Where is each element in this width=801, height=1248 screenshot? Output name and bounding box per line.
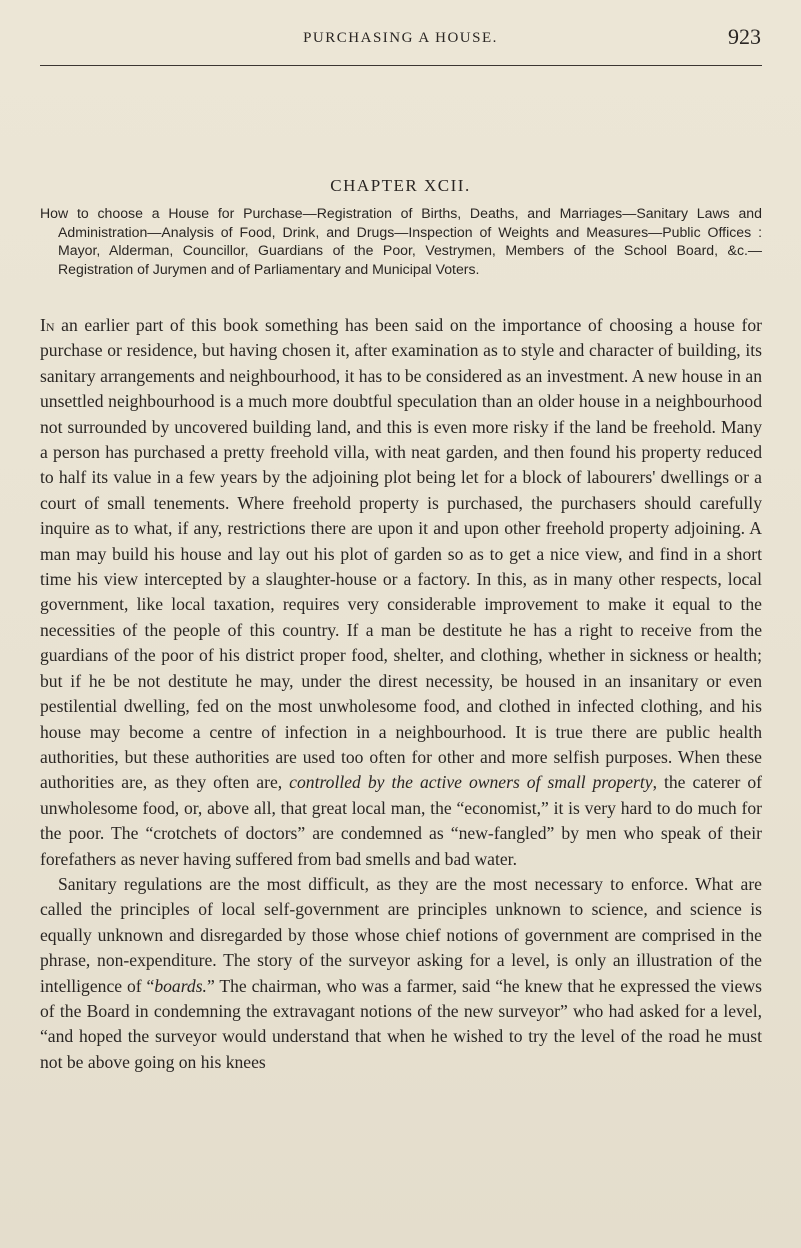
paragraph-1-italic: controlled by the active owners of small property <box>289 772 653 793</box>
paragraph-2 <box>40 872 762 1075</box>
running-title: PURCHASING A HOUSE. <box>303 30 498 46</box>
body-text <box>40 313 762 1075</box>
page-number: 923 <box>728 24 761 49</box>
paragraph-1-part2: , the caterer of unwholesome food, or, above all, that great local man, the “economist,” it is very hard to do much for the poor. The “crotchets of doctors” are condemned as “new-fangled” by men who speak of their forefathers as never having suffered from bad smells and bad water. <box>40 772 762 869</box>
synopsis-text: How to choose a House for Purchase—Registration of Births, Deaths, and Marriages—Sanitary Laws and Administration—Analysis of Food, Drink, and Drugs—Inspection of Weights and Measures—Public Offices : Mayor, Alderman, Councillor, Guardians of the Poor, Vestrymen, Members of the School Board, &c.—Registration of Jurymen and of Parliamentary and Municipal Voters. <box>40 205 762 277</box>
paragraph-1-lead: In <box>40 315 55 335</box>
paragraph-1 <box>40 313 762 872</box>
paragraph-2-italic: boards. <box>154 975 207 996</box>
header-rule <box>40 65 762 66</box>
paragraph-2-part2: ” The chairman, who was a farmer, said “he knew that he expressed the views of the Board in condemning the extravagant notions of the new surveyor” who had asked for a level, “and hoped the surveyor would understand that when he wished to try the level of the road he must not be above going on his knees <box>40 975 762 1072</box>
paragraph-1-part1: an earlier part of this book something has been said on the importance of choosing a house for purchase or residence, but having chosen it, after examination as to style and character of building, its sanitary arrangements and neighbourhood, it has to be considered as an investment. A new house in an unsettled neighbourhood is a much more doubtful speculation than an older house in a neighbourhood not surrounded by uncovered building land, and this is even more risky if the land be freehold. Many a person has purchased a pretty freehold villa, with neat garden, and then found his property reduced to half its value in a few years by the adjoining plot being let for a block of labourers' dwellings or a court of small tenements. Where freehold property is purchased, the purchasers should carefully inquire as to what, if any, restrictions there are upon it and upon other freehold property adjoining. A man may build his house and lay out his plot of garden so as to get a nice view, and find in a short time his view intercepted by a slaughter-house or a factory. In this, as in many other respects, local government, like local taxation, requires very considerable improvement to make it equal to the necessities of the people of this country. If a man be destitute he has a right to receive from the guardians of the poor of his district proper food, shelter, and clothing, whether in sickness or health; but if he be not destitute he may, under the direst necessity, be housed in an insanitary or even pestilential dwelling, fed on the most unwholesome food, and clothed in infected clothing, and his house may become a centre of infection in a neighbourhood. It is true there are public health authorities, but these authorities are used too often for other and more selfish purposes. When these authorities are, as they often are, <box>40 315 762 793</box>
chapter-synopsis <box>40 204 762 278</box>
paragraph-2-part1: Sanitary regulations are the most difficult, as they are the most necessary to enforce. What are called the principles of local self-government are principles unknown to science, and science is equally unknown and disregarded by those whose chief notions of government are comprised in the phrase, non-expenditure. The story of the surveyor asking for a level, is only an illustration of the intelligence of “ <box>40 873 762 996</box>
chapter-title: CHAPTER XCII. <box>330 176 471 195</box>
